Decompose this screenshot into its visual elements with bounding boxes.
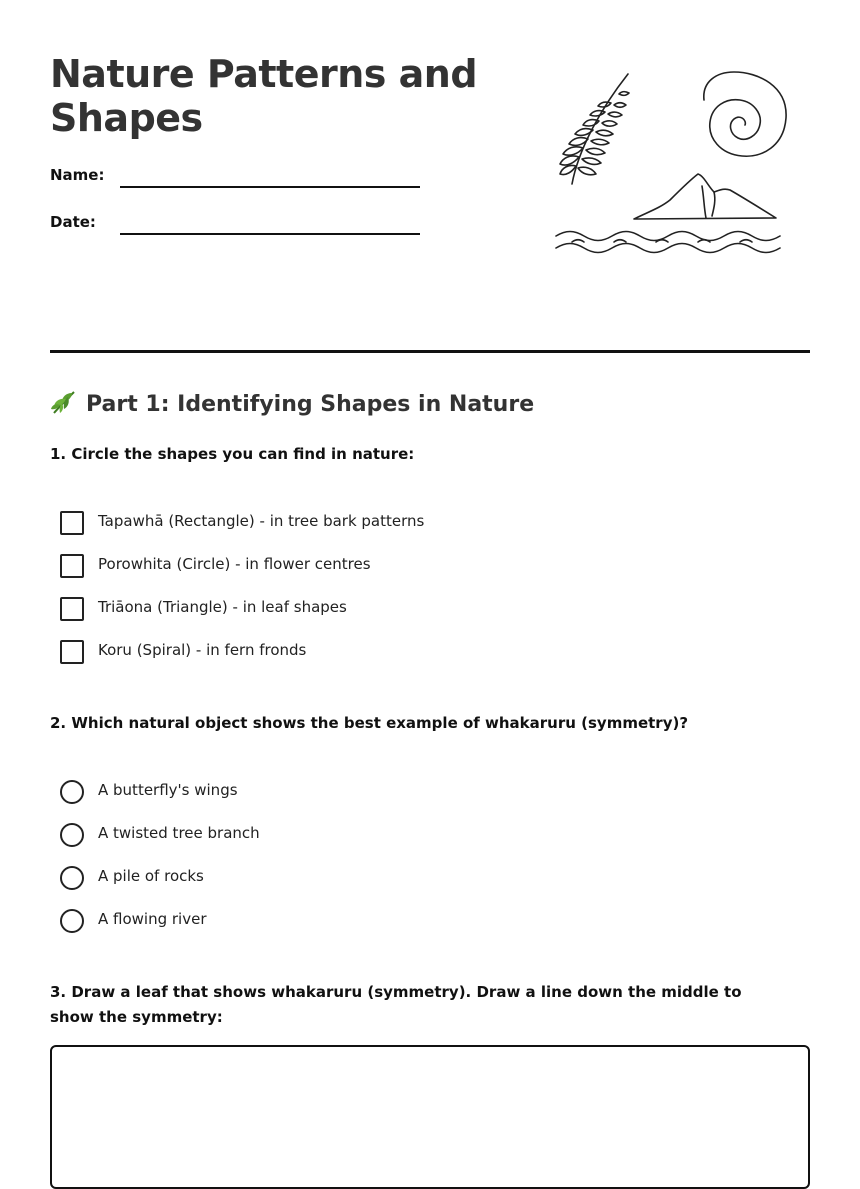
checkbox[interactable] xyxy=(60,511,84,535)
name-line[interactable] xyxy=(120,186,420,188)
name-label: Name: xyxy=(50,166,105,184)
checkbox[interactable] xyxy=(60,640,84,664)
radio-button[interactable] xyxy=(60,909,84,933)
radio-button[interactable] xyxy=(60,780,84,804)
q2-option-label: A pile of rocks xyxy=(98,867,204,885)
q1-option[interactable] xyxy=(60,597,660,621)
part1-heading xyxy=(50,388,534,417)
question-2: 2. Which natural object shows the best example of whakaruru (symmetry)? xyxy=(50,714,689,732)
checkbox[interactable] xyxy=(60,597,84,621)
waves-icon xyxy=(556,232,780,253)
question-3: 3. Draw a leaf that shows whakaruru (symmetry). Draw a line down the middle to show the symmetry: xyxy=(50,983,742,1026)
q1-option-label: Triāona (Triangle) - in leaf shapes xyxy=(98,598,347,616)
q2-option-label: A flowing river xyxy=(98,910,207,928)
radio-button[interactable] xyxy=(60,823,84,847)
q2-option[interactable] xyxy=(60,909,660,933)
q1-option[interactable] xyxy=(60,554,660,578)
q1-option-label: Koru (Spiral) - in fern fronds xyxy=(98,641,307,659)
section-divider xyxy=(50,350,810,353)
q2-option[interactable] xyxy=(60,866,660,890)
q2-option[interactable] xyxy=(60,780,660,804)
q2-option-label: A butterfly's wings xyxy=(98,781,238,799)
herb-icon xyxy=(50,388,78,416)
checkbox[interactable] xyxy=(60,554,84,578)
radio-button[interactable] xyxy=(60,866,84,890)
name-field[interactable] xyxy=(50,166,420,190)
question-1: 1. Circle the shapes you can find in nature: xyxy=(50,445,415,463)
q1-option-label: Tapawhā (Rectangle) - in tree bark patterns xyxy=(98,512,425,530)
page-title: Nature Patterns and Shapes xyxy=(50,52,478,140)
part1-heading-text: Part 1: Identifying Shapes in Nature xyxy=(86,392,535,417)
q1-option[interactable] xyxy=(60,511,660,535)
date-line[interactable] xyxy=(120,233,420,235)
q1-option[interactable] xyxy=(60,640,660,664)
q2-option[interactable] xyxy=(60,823,660,847)
nature-illustration xyxy=(548,62,796,260)
fern-frond-icon xyxy=(560,74,629,184)
mountain-icon xyxy=(634,174,776,219)
koru-spiral-icon xyxy=(704,72,786,156)
date-label: Date: xyxy=(50,213,96,231)
drawing-area[interactable] xyxy=(50,1045,810,1189)
date-field[interactable] xyxy=(50,213,420,237)
q1-option-label: Porowhita (Circle) - in flower centres xyxy=(98,555,371,573)
q2-option-label: A twisted tree branch xyxy=(98,824,260,842)
